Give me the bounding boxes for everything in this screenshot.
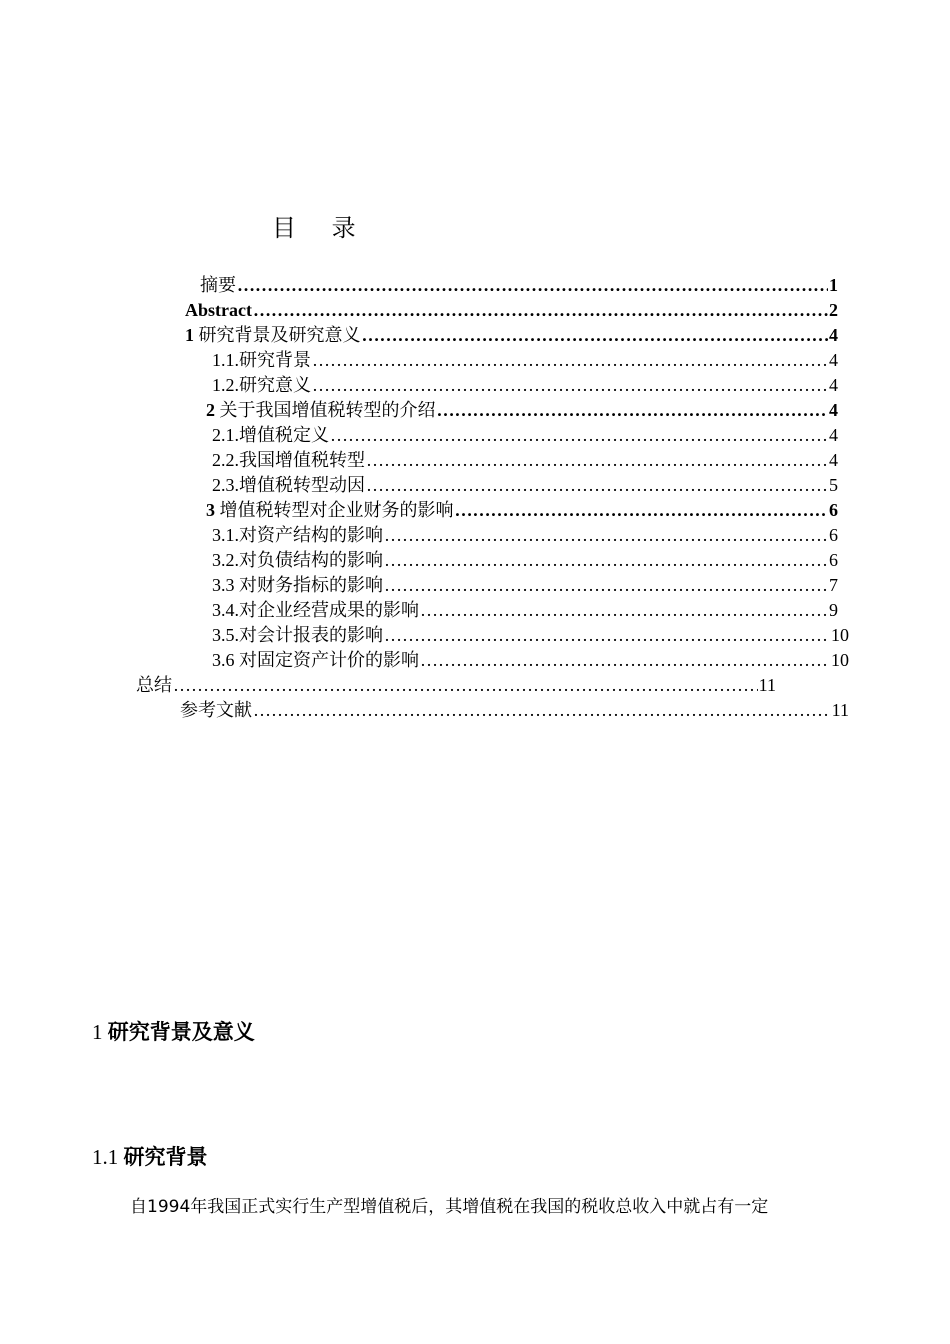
section-title: 研究背景 [123, 1145, 208, 1169]
toc-leader [437, 398, 829, 423]
toc-entry-label: 研究背景 [239, 350, 311, 371]
toc-entry-number: 2.3. [212, 475, 239, 495]
toc-entry-2-2[interactable] [212, 448, 838, 473]
toc-entry-number: 3 [206, 500, 220, 520]
toc-entry-summary[interactable] [136, 673, 776, 698]
toc-entry-2[interactable] [206, 398, 838, 423]
section-heading-1-1 [92, 1143, 208, 1171]
toc-entry-page: 4 [829, 350, 838, 370]
toc-entry-3-1[interactable] [212, 523, 838, 548]
toc-entry-page: 10 [831, 625, 849, 645]
toc-entry-page: 6 [829, 550, 838, 570]
toc-entry-label: 增值税转型对企业财务的影响 [219, 500, 454, 521]
toc-entry-label: 研究意义 [239, 375, 311, 396]
toc-entry-number: 1.2. [212, 375, 239, 395]
toc-entry-3-6[interactable] [212, 648, 849, 673]
toc-leader [384, 523, 828, 548]
toc-leader [384, 548, 828, 573]
toc-entry-3-4[interactable] [212, 598, 838, 623]
toc-leader [455, 498, 829, 523]
toc-entry-2-1[interactable] [212, 423, 838, 448]
toc-entry-number: 3.6 [212, 650, 239, 670]
toc-leader [362, 323, 829, 348]
toc-leader [312, 373, 828, 398]
toc-entry-number: 3.3 [212, 575, 239, 595]
toc-entry-page: 1 [829, 275, 838, 295]
toc-entry-number: 3.1. [212, 525, 239, 545]
toc-entry-page: 11 [758, 675, 776, 695]
toc-entry-label: 对资产结构的影响 [239, 525, 383, 546]
toc-entry-page: 4 [829, 375, 838, 395]
body-paragraph: 自1994年我国正式实行生产型增值税后，其增值税在我国的税收总收入中就占有一定 [130, 1197, 769, 1217]
toc-title: 目 录 [272, 214, 370, 242]
toc-entry-label: 总结 [136, 675, 172, 696]
toc-entry-label: 对会计报表的影响 [239, 625, 383, 646]
toc-entry-3[interactable] [206, 498, 838, 523]
section-number: 1.1 [92, 1145, 124, 1169]
toc-entry-page: 6 [829, 525, 838, 545]
section-title: 研究背景及意义 [107, 1020, 255, 1044]
toc-entry-label: 增值税转型动因 [239, 475, 365, 496]
toc-entry-number: 3.2. [212, 550, 239, 570]
toc-leader [312, 348, 828, 373]
toc-leader [384, 573, 828, 598]
toc-entry-label: 对负债结构的影响 [239, 550, 383, 571]
toc-entry-abstract-en[interactable] [185, 298, 838, 323]
toc-entry-3-2[interactable] [212, 548, 838, 573]
toc-leader [237, 273, 828, 298]
toc-entry-label: 我国增值税转型 [239, 450, 365, 471]
toc-entry-1-1[interactable] [212, 348, 838, 373]
toc-entry-label: 研究背景及研究意义 [198, 325, 361, 346]
toc-entry-number: 2.2. [212, 450, 239, 470]
toc-leader [173, 673, 758, 698]
toc-leader [420, 648, 830, 673]
toc-entry-label: 增值税定义 [239, 425, 329, 446]
toc-entry-number: 2.1. [212, 425, 239, 445]
toc-entry-references[interactable] [180, 698, 849, 723]
toc-entry-page: 4 [829, 400, 838, 420]
toc-entry-page: 10 [831, 650, 849, 670]
toc-leader [366, 448, 828, 473]
toc-leader [384, 623, 830, 648]
toc-entry-label: 参考文献 [180, 700, 252, 721]
toc-entry-label: 对财务指标的影响 [239, 575, 383, 596]
toc-entry-label: 关于我国增值税转型的介绍 [219, 400, 436, 421]
toc-entry-abstract-cn[interactable] [200, 273, 838, 298]
toc-entry-number: 2 [206, 400, 220, 420]
toc-leader [330, 423, 828, 448]
toc-leader [253, 298, 828, 323]
toc-entry-page: 6 [829, 500, 838, 520]
toc-entry-page: 11 [831, 700, 849, 720]
toc-entry-number: 3.5. [212, 625, 239, 645]
toc-entry-page: 4 [829, 425, 838, 445]
toc-entry-3-5[interactable] [212, 623, 849, 648]
toc-entry-number: 1 [185, 325, 199, 345]
toc-leader [253, 698, 831, 723]
toc-entry-page: 7 [829, 575, 838, 595]
toc-leader [366, 473, 828, 498]
toc-entry-page: 5 [829, 475, 838, 495]
toc-entry-1-2[interactable] [212, 373, 838, 398]
toc-entry-2-3[interactable] [212, 473, 838, 498]
toc-entry-3-3[interactable] [212, 573, 838, 598]
toc-entry-1[interactable] [185, 323, 838, 348]
section-number: 1 [92, 1020, 108, 1044]
toc-leader [420, 598, 828, 623]
toc-entry-number: 1.1. [212, 350, 239, 370]
toc-entry-label: 对固定资产计价的影响 [239, 650, 419, 671]
toc-entry-page: 4 [829, 325, 838, 345]
toc-entry-number: 3.4. [212, 600, 239, 620]
toc-entry-page: 4 [829, 450, 838, 470]
toc-entry-label: 摘要 [200, 275, 236, 296]
toc-entry-label: 对企业经营成果的影响 [239, 600, 419, 621]
toc-entry-page: 9 [829, 600, 838, 620]
toc-entry-label: Abstract [185, 300, 252, 320]
section-heading-1 [92, 1018, 255, 1046]
toc-entry-page: 2 [829, 300, 838, 320]
